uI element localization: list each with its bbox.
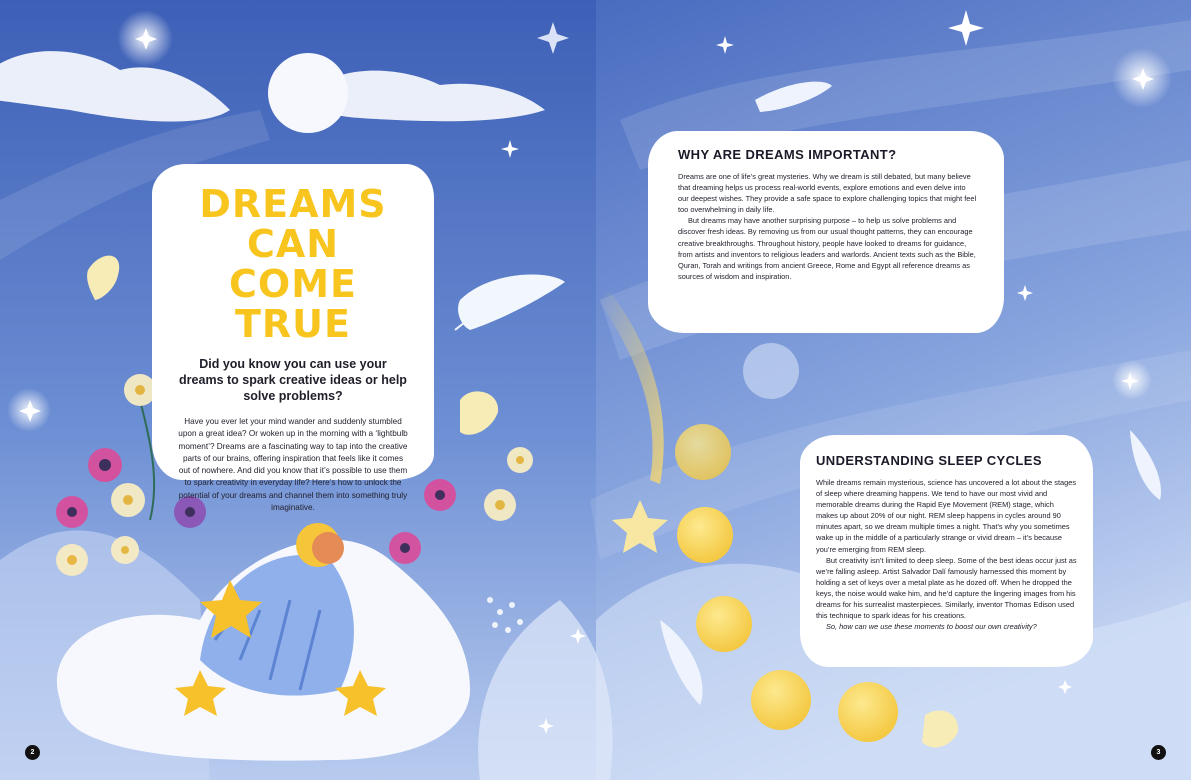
sleep-cycles-card — [800, 435, 1093, 667]
page-title — [178, 184, 408, 344]
sleep-cycles-question: So, how can we use these moments to boost our own creativity? — [826, 622, 1037, 632]
why-dreams-paragraph-2: But dreams may have another surprising purpose – to help us solve problems and discover fresh ideas. By removing us from our usual thought patterns, they can encourage creative breakthroughs. Throughout history, people have looked to dreams for guidance, from artists and inventors to religious leaders and warlords. Ancient texts such as the Bible, Quran, Torah and writings from ancient Greece, Rome and Egypt all reference dreams as sources of wisdom and inspiration. — [678, 216, 976, 281]
why-dreams-heading: WHY ARE DREAMS IMPORTANT? — [678, 147, 897, 162]
why-dreams-card — [648, 131, 1004, 333]
page-number-right: 3 — [1151, 745, 1166, 760]
why-dreams-body — [678, 171, 978, 282]
subtitle: Did you know you can use your dreams to spark creative ideas or help solve problems? — [179, 357, 407, 403]
sleep-cycles-paragraph-2: But creativity isn’t limited to deep sleep. Some of the best ideas occur just as we’re falling asleep. Artist Salvador Dalí famously harnessed this moment by holding a set of keys over a metal plate as he dozed off. When he dropped the keys, the noise would wake him, and he’d capture the lingering images from his dreams for his surrealist masterpieces. Similarly, inventor Thomas Edison used this technique to spark ideas for his creations. — [816, 555, 1077, 621]
sleep-cycles-body — [816, 477, 1077, 632]
sleep-cycles-paragraph-1: While dreams remain mysterious, science has uncovered a lot about the stages of sleep where dreaming happens. We tend to have our most vivid and memorable dreams during the Rapid Eye Movement (REM) stage, which makes up about 20% of our night. REM sleep happens in cycles around 90 minutes apart, so we dream multiple times a night. That’s why you sometimes wake up in the middle of a particularly strange or vivid dream – it’s because you’re emerging from REM sleep. — [816, 478, 1077, 554]
intro-paragraph: Have you ever let your mind wander and suddenly stumbled upon a great idea? Or woken up in the morning with a ‘lightbulb moment’? Dreams are a fascinating way to tap into the creative parts of our brains, offering inspiration that feels like it comes out of nowhere. And did you know that it’s possible to use them to spark creativity in everyday life? Here’s how to unlock the potential of your dreams and channel them into something truly imaginative. — [178, 417, 408, 513]
sleep-cycles-heading: UNDERSTANDING SLEEP CYCLES — [816, 453, 1042, 468]
why-dreams-paragraph-1: Dreams are one of life’s great mysteries. Why we dream is still debated, but many believe that dreaming helps us process real-world events, explore emotions and even delve into our deepest wishes. They provide a safe space to explore challenging topics that might feel too overwhelming in daily life. — [678, 172, 977, 215]
title-line-1: DREAMS CAN — [199, 182, 387, 266]
intro-card — [152, 164, 434, 513]
page-number-left: 2 — [25, 745, 40, 760]
title-line-2: COME TRUE — [229, 262, 357, 346]
